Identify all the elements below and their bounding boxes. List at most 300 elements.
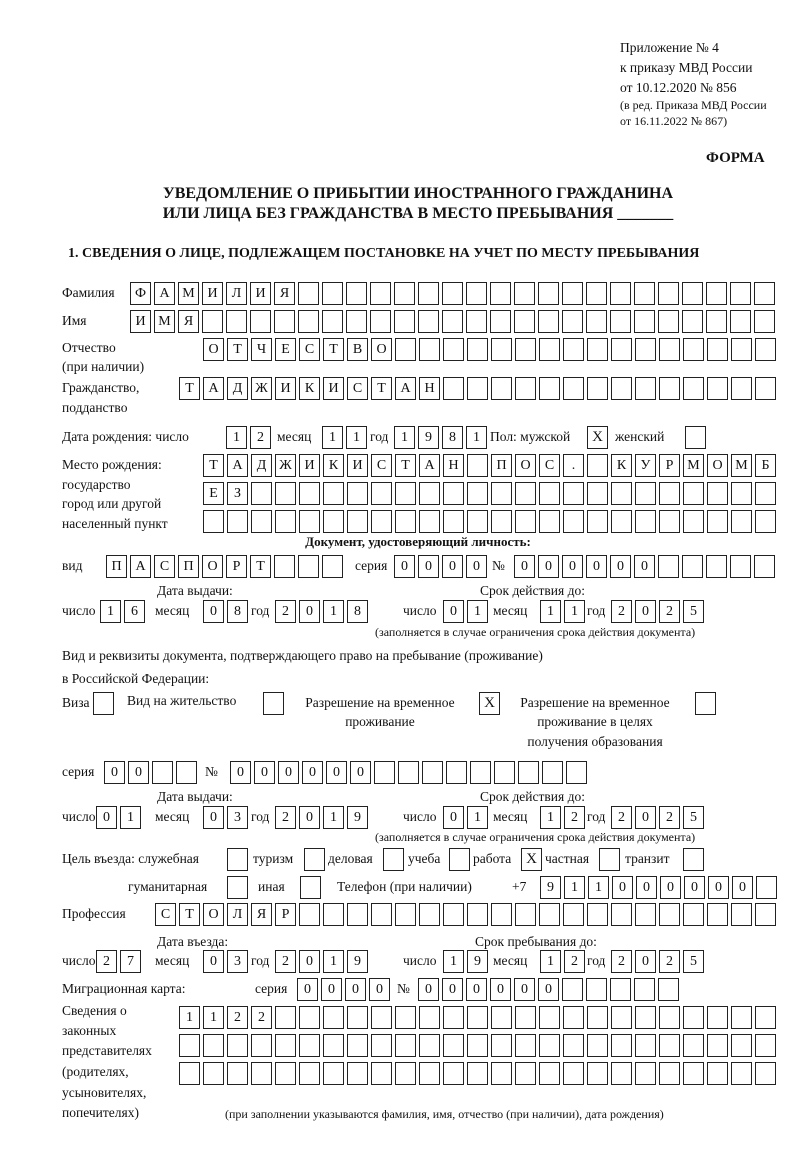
char-cell[interactable] — [755, 1034, 776, 1057]
char-cell[interactable] — [322, 555, 343, 578]
char-cell[interactable]: М — [154, 310, 175, 333]
char-cell[interactable] — [634, 282, 655, 305]
char-cell[interactable] — [371, 1006, 392, 1029]
char-cell[interactable] — [251, 482, 272, 505]
char-cell[interactable]: Е — [275, 338, 296, 361]
char-cell[interactable] — [395, 903, 416, 926]
char-cell[interactable] — [586, 310, 607, 333]
char-cell[interactable] — [515, 338, 536, 361]
char-cell[interactable] — [347, 1006, 368, 1029]
char-cell[interactable] — [682, 555, 703, 578]
char-cell[interactable] — [275, 1062, 296, 1085]
char-cell[interactable] — [515, 1034, 536, 1057]
char-cell[interactable] — [566, 761, 587, 784]
temporary-residence-checkbox[interactable]: X — [479, 692, 500, 715]
char-cell[interactable]: 0 — [299, 600, 320, 623]
char-cell[interactable] — [443, 1006, 464, 1029]
residence-permit-checkbox[interactable] — [263, 692, 284, 715]
char-cell[interactable]: А — [419, 454, 440, 477]
char-cell[interactable] — [587, 454, 608, 477]
purpose-tourism-checkbox[interactable] — [304, 848, 325, 871]
char-cell[interactable] — [683, 377, 704, 400]
char-cell[interactable]: 1 — [323, 600, 344, 623]
char-cell[interactable] — [299, 510, 320, 533]
char-cell[interactable] — [347, 482, 368, 505]
char-cell[interactable]: 0 — [514, 978, 535, 1001]
char-cell[interactable] — [515, 1006, 536, 1029]
char-cell[interactable]: 2 — [611, 600, 632, 623]
char-cell[interactable] — [707, 1006, 728, 1029]
char-cell[interactable] — [419, 903, 440, 926]
char-cell[interactable] — [538, 282, 559, 305]
char-cell[interactable]: 2 — [564, 950, 585, 973]
char-cell[interactable] — [419, 1034, 440, 1057]
char-cell[interactable] — [731, 482, 752, 505]
char-cell[interactable]: 2 — [564, 806, 585, 829]
char-cell[interactable]: Д — [251, 454, 272, 477]
char-cell[interactable]: 0 — [490, 978, 511, 1001]
char-cell[interactable]: 0 — [635, 950, 656, 973]
char-cell[interactable]: Р — [226, 555, 247, 578]
char-cell[interactable] — [490, 282, 511, 305]
char-cell[interactable]: Т — [179, 377, 200, 400]
char-cell[interactable] — [419, 1006, 440, 1029]
char-cell[interactable] — [346, 310, 367, 333]
char-cell[interactable] — [683, 482, 704, 505]
char-cell[interactable]: Б — [755, 454, 776, 477]
char-cell[interactable]: Ж — [251, 377, 272, 400]
char-cell[interactable]: 0 — [326, 761, 347, 784]
char-cell[interactable] — [443, 903, 464, 926]
char-cell[interactable] — [538, 310, 559, 333]
char-cell[interactable]: 1 — [588, 876, 609, 899]
char-cell[interactable]: Т — [250, 555, 271, 578]
char-cell[interactable]: П — [178, 555, 199, 578]
char-cell[interactable] — [203, 510, 224, 533]
char-cell[interactable] — [562, 282, 583, 305]
char-cell[interactable] — [683, 903, 704, 926]
char-cell[interactable] — [275, 482, 296, 505]
char-cell[interactable]: 0 — [610, 555, 631, 578]
char-cell[interactable] — [446, 761, 467, 784]
char-cell[interactable] — [467, 1006, 488, 1029]
char-cell[interactable] — [539, 1062, 560, 1085]
char-cell[interactable] — [587, 1062, 608, 1085]
char-cell[interactable]: 2 — [659, 600, 680, 623]
char-cell[interactable] — [539, 338, 560, 361]
char-cell[interactable] — [587, 903, 608, 926]
char-cell[interactable]: 0 — [299, 806, 320, 829]
char-cell[interactable] — [731, 1034, 752, 1057]
char-cell[interactable] — [275, 510, 296, 533]
char-cell[interactable] — [347, 1034, 368, 1057]
char-cell[interactable] — [419, 338, 440, 361]
char-cell[interactable]: 0 — [708, 876, 729, 899]
char-cell[interactable] — [226, 310, 247, 333]
char-cell[interactable] — [730, 310, 751, 333]
char-cell[interactable] — [203, 1062, 224, 1085]
char-cell[interactable]: З — [227, 482, 248, 505]
char-cell[interactable] — [635, 377, 656, 400]
char-cell[interactable] — [491, 1062, 512, 1085]
char-cell[interactable] — [731, 1062, 752, 1085]
char-cell[interactable]: 1 — [540, 806, 561, 829]
char-cell[interactable] — [322, 282, 343, 305]
char-cell[interactable]: Т — [395, 454, 416, 477]
char-cell[interactable] — [635, 510, 656, 533]
char-cell[interactable] — [683, 510, 704, 533]
char-cell[interactable] — [443, 1034, 464, 1057]
char-cell[interactable]: П — [106, 555, 127, 578]
char-cell[interactable] — [730, 282, 751, 305]
char-cell[interactable] — [731, 510, 752, 533]
char-cell[interactable]: А — [130, 555, 151, 578]
char-cell[interactable] — [683, 1034, 704, 1057]
char-cell[interactable]: И — [323, 377, 344, 400]
char-cell[interactable]: 0 — [369, 978, 390, 1001]
char-cell[interactable] — [274, 310, 295, 333]
sex-female-checkbox[interactable] — [685, 426, 706, 449]
char-cell[interactable]: Я — [178, 310, 199, 333]
char-cell[interactable] — [467, 1062, 488, 1085]
char-cell[interactable]: С — [371, 454, 392, 477]
char-cell[interactable]: К — [323, 454, 344, 477]
char-cell[interactable] — [707, 338, 728, 361]
char-cell[interactable] — [539, 482, 560, 505]
char-cell[interactable]: 0 — [442, 555, 463, 578]
char-cell[interactable]: О — [515, 454, 536, 477]
char-cell[interactable] — [635, 1006, 656, 1029]
char-cell[interactable]: 0 — [203, 806, 224, 829]
char-cell[interactable] — [395, 482, 416, 505]
char-cell[interactable] — [542, 761, 563, 784]
char-cell[interactable]: Н — [443, 454, 464, 477]
purpose-study-checkbox[interactable] — [449, 848, 470, 871]
char-cell[interactable]: 1 — [467, 600, 488, 623]
char-cell[interactable]: М — [683, 454, 704, 477]
char-cell[interactable] — [659, 903, 680, 926]
char-cell[interactable] — [298, 310, 319, 333]
char-cell[interactable]: 5 — [683, 950, 704, 973]
char-cell[interactable]: 0 — [562, 555, 583, 578]
char-cell[interactable] — [514, 282, 535, 305]
char-cell[interactable] — [251, 1034, 272, 1057]
char-cell[interactable]: 2 — [275, 600, 296, 623]
char-cell[interactable] — [611, 1062, 632, 1085]
char-cell[interactable] — [682, 310, 703, 333]
char-cell[interactable] — [371, 1062, 392, 1085]
char-cell[interactable] — [587, 1006, 608, 1029]
char-cell[interactable]: Р — [275, 903, 296, 926]
char-cell[interactable] — [635, 338, 656, 361]
char-cell[interactable]: Д — [227, 377, 248, 400]
char-cell[interactable]: 1 — [203, 1006, 224, 1029]
char-cell[interactable]: О — [203, 903, 224, 926]
char-cell[interactable]: О — [202, 555, 223, 578]
char-cell[interactable]: Т — [179, 903, 200, 926]
char-cell[interactable]: 0 — [278, 761, 299, 784]
char-cell[interactable] — [371, 903, 392, 926]
char-cell[interactable]: 1 — [443, 950, 464, 973]
char-cell[interactable]: Ж — [275, 454, 296, 477]
char-cell[interactable] — [518, 761, 539, 784]
char-cell[interactable] — [659, 1034, 680, 1057]
char-cell[interactable]: А — [227, 454, 248, 477]
char-cell[interactable]: 8 — [442, 426, 463, 449]
char-cell[interactable] — [443, 482, 464, 505]
char-cell[interactable]: Ф — [130, 282, 151, 305]
char-cell[interactable]: 8 — [227, 600, 248, 623]
char-cell[interactable] — [635, 1034, 656, 1057]
char-cell[interactable]: И — [250, 282, 271, 305]
char-cell[interactable] — [659, 338, 680, 361]
char-cell[interactable]: С — [154, 555, 175, 578]
char-cell[interactable] — [371, 482, 392, 505]
char-cell[interactable]: С — [299, 338, 320, 361]
char-cell[interactable] — [227, 510, 248, 533]
sex-male-checkbox[interactable]: X — [587, 426, 608, 449]
char-cell[interactable] — [442, 310, 463, 333]
char-cell[interactable]: 0 — [350, 761, 371, 784]
char-cell[interactable]: 0 — [96, 806, 117, 829]
char-cell[interactable]: Т — [227, 338, 248, 361]
char-cell[interactable]: 1 — [466, 426, 487, 449]
char-cell[interactable] — [707, 482, 728, 505]
char-cell[interactable]: 5 — [683, 600, 704, 623]
char-cell[interactable] — [562, 978, 583, 1001]
char-cell[interactable] — [731, 903, 752, 926]
char-cell[interactable]: 1 — [540, 950, 561, 973]
char-cell[interactable]: Т — [323, 338, 344, 361]
char-cell[interactable]: У — [635, 454, 656, 477]
char-cell[interactable] — [706, 555, 727, 578]
char-cell[interactable] — [494, 761, 515, 784]
char-cell[interactable] — [610, 282, 631, 305]
char-cell[interactable]: 0 — [635, 806, 656, 829]
char-cell[interactable]: О — [371, 338, 392, 361]
char-cell[interactable]: 9 — [347, 950, 368, 973]
char-cell[interactable] — [442, 282, 463, 305]
char-cell[interactable] — [659, 482, 680, 505]
char-cell[interactable] — [563, 510, 584, 533]
char-cell[interactable]: 0 — [660, 876, 681, 899]
char-cell[interactable] — [755, 1006, 776, 1029]
char-cell[interactable] — [539, 510, 560, 533]
char-cell[interactable] — [611, 903, 632, 926]
char-cell[interactable]: 0 — [612, 876, 633, 899]
purpose-humanitarian-checkbox[interactable] — [227, 876, 248, 899]
purpose-transit-checkbox[interactable] — [683, 848, 704, 871]
char-cell[interactable] — [563, 1006, 584, 1029]
char-cell[interactable] — [731, 377, 752, 400]
char-cell[interactable]: Я — [274, 282, 295, 305]
char-cell[interactable] — [659, 1006, 680, 1029]
char-cell[interactable] — [755, 338, 776, 361]
char-cell[interactable]: 0 — [635, 600, 656, 623]
char-cell[interactable]: О — [203, 338, 224, 361]
char-cell[interactable] — [514, 310, 535, 333]
char-cell[interactable] — [491, 482, 512, 505]
char-cell[interactable]: 2 — [611, 806, 632, 829]
char-cell[interactable] — [299, 1034, 320, 1057]
char-cell[interactable]: 0 — [394, 555, 415, 578]
char-cell[interactable] — [611, 1034, 632, 1057]
char-cell[interactable] — [467, 1034, 488, 1057]
char-cell[interactable]: 1 — [226, 426, 247, 449]
char-cell[interactable] — [299, 903, 320, 926]
char-cell[interactable] — [322, 310, 343, 333]
char-cell[interactable] — [227, 1062, 248, 1085]
temporary-residence-education-checkbox[interactable] — [695, 692, 716, 715]
char-cell[interactable] — [323, 1062, 344, 1085]
char-cell[interactable] — [635, 482, 656, 505]
char-cell[interactable]: Р — [659, 454, 680, 477]
char-cell[interactable]: Ч — [251, 338, 272, 361]
char-cell[interactable] — [394, 282, 415, 305]
char-cell[interactable] — [634, 310, 655, 333]
char-cell[interactable]: Т — [203, 454, 224, 477]
char-cell[interactable] — [395, 510, 416, 533]
char-cell[interactable] — [323, 1034, 344, 1057]
char-cell[interactable]: 6 — [124, 600, 145, 623]
char-cell[interactable] — [563, 903, 584, 926]
char-cell[interactable]: М — [178, 282, 199, 305]
char-cell[interactable] — [202, 310, 223, 333]
char-cell[interactable]: 0 — [514, 555, 535, 578]
char-cell[interactable]: 0 — [203, 950, 224, 973]
char-cell[interactable] — [443, 510, 464, 533]
char-cell[interactable] — [515, 482, 536, 505]
char-cell[interactable]: 0 — [299, 950, 320, 973]
char-cell[interactable]: 0 — [418, 978, 439, 1001]
char-cell[interactable]: 1 — [467, 806, 488, 829]
char-cell[interactable] — [563, 482, 584, 505]
char-cell[interactable]: 0 — [636, 876, 657, 899]
char-cell[interactable]: 0 — [634, 555, 655, 578]
char-cell[interactable] — [707, 1062, 728, 1085]
char-cell[interactable] — [754, 282, 775, 305]
char-cell[interactable] — [658, 282, 679, 305]
char-cell[interactable] — [563, 338, 584, 361]
char-cell[interactable]: 2 — [251, 1006, 272, 1029]
char-cell[interactable]: 1 — [100, 600, 121, 623]
char-cell[interactable] — [395, 338, 416, 361]
char-cell[interactable] — [176, 761, 197, 784]
char-cell[interactable] — [395, 1006, 416, 1029]
char-cell[interactable] — [419, 482, 440, 505]
char-cell[interactable] — [563, 1062, 584, 1085]
char-cell[interactable]: 0 — [443, 600, 464, 623]
visa-checkbox[interactable] — [93, 692, 114, 715]
char-cell[interactable]: 9 — [347, 806, 368, 829]
char-cell[interactable] — [395, 1062, 416, 1085]
char-cell[interactable]: 0 — [732, 876, 753, 899]
char-cell[interactable] — [467, 377, 488, 400]
char-cell[interactable] — [706, 310, 727, 333]
char-cell[interactable] — [587, 338, 608, 361]
char-cell[interactable] — [515, 510, 536, 533]
purpose-private-checkbox[interactable] — [599, 848, 620, 871]
char-cell[interactable] — [443, 338, 464, 361]
char-cell[interactable]: 5 — [683, 806, 704, 829]
char-cell[interactable] — [299, 1062, 320, 1085]
char-cell[interactable]: С — [155, 903, 176, 926]
char-cell[interactable] — [731, 1006, 752, 1029]
char-cell[interactable]: 0 — [684, 876, 705, 899]
char-cell[interactable]: А — [154, 282, 175, 305]
char-cell[interactable]: Я — [251, 903, 272, 926]
char-cell[interactable] — [323, 903, 344, 926]
char-cell[interactable] — [587, 1034, 608, 1057]
char-cell[interactable]: 3 — [227, 950, 248, 973]
char-cell[interactable] — [346, 282, 367, 305]
char-cell[interactable]: 1 — [540, 600, 561, 623]
char-cell[interactable]: 0 — [443, 806, 464, 829]
char-cell[interactable] — [587, 377, 608, 400]
char-cell[interactable] — [470, 761, 491, 784]
char-cell[interactable]: Н — [419, 377, 440, 400]
char-cell[interactable] — [418, 282, 439, 305]
char-cell[interactable] — [754, 555, 775, 578]
char-cell[interactable] — [658, 978, 679, 1001]
char-cell[interactable] — [422, 761, 443, 784]
char-cell[interactable] — [275, 1034, 296, 1057]
char-cell[interactable] — [250, 310, 271, 333]
char-cell[interactable] — [467, 482, 488, 505]
char-cell[interactable] — [635, 903, 656, 926]
char-cell[interactable] — [611, 1006, 632, 1029]
char-cell[interactable] — [611, 510, 632, 533]
char-cell[interactable] — [203, 1034, 224, 1057]
char-cell[interactable] — [562, 310, 583, 333]
char-cell[interactable] — [323, 482, 344, 505]
char-cell[interactable] — [467, 338, 488, 361]
char-cell[interactable] — [731, 338, 752, 361]
char-cell[interactable] — [515, 377, 536, 400]
char-cell[interactable] — [251, 1062, 272, 1085]
char-cell[interactable]: И — [130, 310, 151, 333]
char-cell[interactable]: С — [539, 454, 560, 477]
char-cell[interactable] — [491, 903, 512, 926]
char-cell[interactable]: 1 — [120, 806, 141, 829]
char-cell[interactable] — [371, 510, 392, 533]
char-cell[interactable]: 0 — [586, 555, 607, 578]
char-cell[interactable] — [539, 903, 560, 926]
char-cell[interactable] — [611, 338, 632, 361]
char-cell[interactable]: 8 — [347, 600, 368, 623]
char-cell[interactable] — [586, 978, 607, 1001]
char-cell[interactable] — [682, 282, 703, 305]
char-cell[interactable] — [491, 1006, 512, 1029]
char-cell[interactable] — [299, 1006, 320, 1029]
char-cell[interactable]: И — [275, 377, 296, 400]
char-cell[interactable]: 1 — [323, 806, 344, 829]
char-cell[interactable] — [298, 555, 319, 578]
char-cell[interactable] — [323, 1006, 344, 1029]
purpose-other-checkbox[interactable] — [300, 876, 321, 899]
char-cell[interactable] — [658, 555, 679, 578]
char-cell[interactable] — [706, 282, 727, 305]
char-cell[interactable] — [275, 1006, 296, 1029]
char-cell[interactable]: 0 — [442, 978, 463, 1001]
char-cell[interactable] — [563, 377, 584, 400]
char-cell[interactable] — [611, 377, 632, 400]
char-cell[interactable]: С — [347, 377, 368, 400]
purpose-work-checkbox[interactable]: X — [521, 848, 542, 871]
char-cell[interactable]: 1 — [323, 950, 344, 973]
char-cell[interactable] — [755, 482, 776, 505]
char-cell[interactable] — [274, 555, 295, 578]
